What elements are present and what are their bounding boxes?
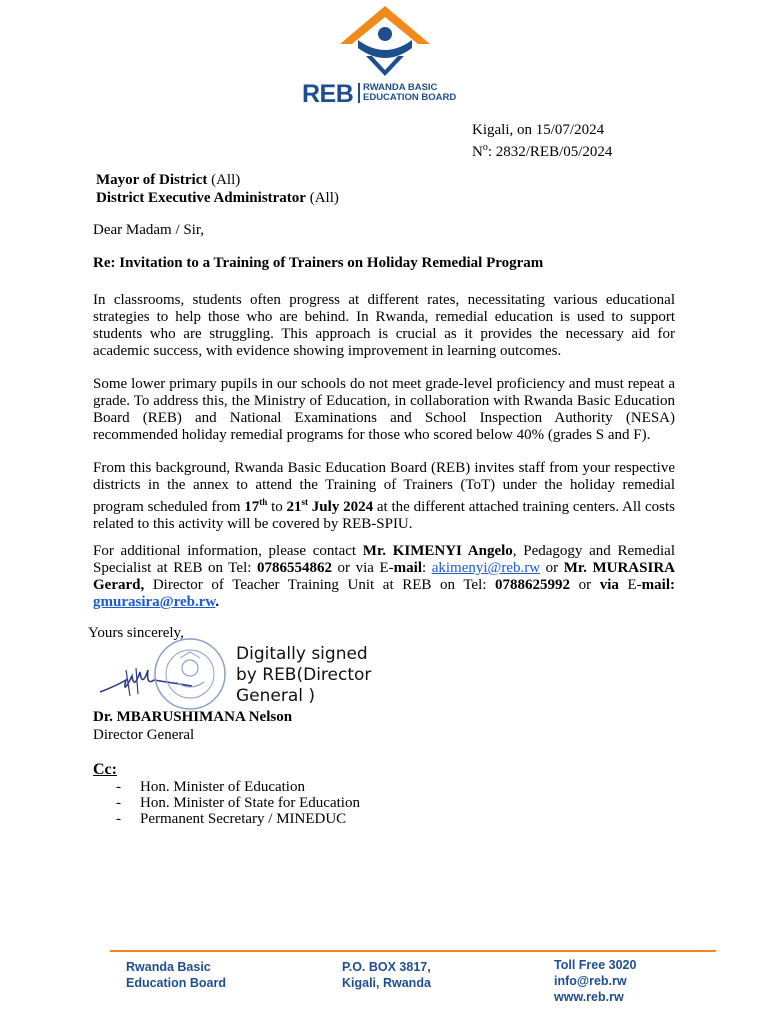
para4-text-d: or — [540, 560, 564, 576]
ref-sup: o — [482, 142, 488, 153]
cc-item: - Hon. Minister of Education — [116, 779, 360, 795]
paragraph-4 — [93, 543, 675, 611]
logo-name-line1: RWANDA BASIC — [363, 82, 438, 93]
digital-sig-line2: by REB(Director — [236, 665, 372, 685]
logo-name-line2: EDUCATION BOARD — [363, 92, 457, 103]
official-stamp-icon — [152, 636, 228, 712]
letter-date: Kigali, on 15/07/2024 — [472, 122, 605, 138]
signature-area — [96, 640, 396, 720]
reb-logo — [300, 4, 470, 108]
training-month: July 2024 — [308, 499, 374, 515]
para3-text-a: From this background, Rwanda Basic Education Board (REB) invites staff from your respective districts in the annex to attend the Training of Trainers (ToT) under the holiday remedial program scheduled from — [93, 460, 675, 515]
end-day: 21 — [286, 499, 302, 515]
date-reference-block — [472, 121, 612, 161]
para3-to: to — [267, 499, 287, 515]
footer-website[interactable]: www.reb.rw — [554, 990, 624, 1004]
reb-emblem-icon — [338, 4, 432, 80]
contact-2-name: Mr. MURASIRA Gerard, — [93, 560, 675, 593]
para4-text-b: , Pedagogy and Remedial Specialist at REB on Tel: — [93, 543, 675, 576]
recipient-2-title: District Executive Administrator — [96, 190, 306, 206]
ref-value: : 2832/REB/05/2024 — [487, 144, 613, 160]
para3-text-b: at the different attached training centers. All costs related to this activity will be covered by REB-SPIU. — [93, 499, 676, 532]
subject-line: Re: Invitation to a Training of Trainers on Holiday Remedial Program — [93, 255, 544, 271]
cc-list — [116, 779, 360, 827]
footer-organization — [126, 959, 226, 991]
logo-name — [363, 83, 456, 103]
mail-label-1: mail — [393, 560, 422, 576]
recipients — [96, 171, 339, 207]
footer-email[interactable]: info@reb.rw — [554, 974, 627, 988]
logo-divider — [358, 83, 360, 103]
footer-po-box: P.O. BOX 3817, — [342, 960, 431, 974]
recipient-1-scope: (All) — [207, 172, 241, 188]
paragraph-2: Some lower primary pupils in our schools do not meet grade-level proficiency and must repeat a grade. To address this, the Ministry of Education, in collaboration with Rwanda Basic Education Board (REB) and National Examinations and School Inspection Authority (NESA) recommended holiday remedial programs for those who scored below 40% (grades S and F). — [93, 376, 675, 443]
digital-sig-line1: Digitally signed — [236, 644, 368, 664]
para4-text-f: or — [570, 577, 600, 593]
closing: Yours sincerely, — [88, 625, 184, 641]
para4-text-a: For additional information, please contact — [93, 543, 363, 559]
mail-label-2: mail: — [641, 577, 675, 593]
footer-divider — [110, 950, 716, 952]
signer-name: Dr. MBARUSHIMANA Nelson — [93, 709, 293, 725]
footer-org-line2: Education Board — [126, 976, 227, 990]
contact-1-name: Mr. KIMENYI Angelo — [362, 543, 513, 559]
cc-item: - Hon. Minister of State for Education — [116, 795, 360, 811]
via-label: via — [599, 577, 619, 593]
recipient-1-title: Mayor of District — [96, 172, 208, 188]
contact-1-email-link[interactable]: akimenyi@reb.rw — [431, 560, 541, 576]
start-day: 17 — [244, 499, 260, 515]
cc-label: Cc: — [93, 761, 117, 778]
para4-text-e: Director of Teacher Training Unit at REB on Tel: — [144, 577, 496, 593]
recipient-2-scope: (All) — [305, 190, 339, 206]
para4-text-c: or via E- — [331, 560, 394, 576]
logo-abbreviation: REB — [302, 80, 354, 108]
digital-signature-note — [236, 644, 371, 707]
footer-city: Kigali, Rwanda — [342, 976, 431, 990]
footer-org-line1: Rwanda Basic — [126, 960, 211, 974]
letter-reference — [472, 139, 612, 161]
cc-item: - Permanent Secretary / MINEDUC — [116, 811, 360, 827]
signer-title: Director General — [93, 727, 195, 743]
footer-address — [342, 959, 431, 991]
footer-contacts — [554, 957, 636, 1005]
contact-1-phone: 0786554862 — [256, 560, 332, 576]
paragraph-3 — [93, 460, 675, 533]
paragraph-1: In classrooms, students often progress at different rates, necessitating various educational strategies to help those who are behind. In Rwanda, remedial education is used to support students who are struggling. This approach is crucial as it provides the necessary aid for academic success, with evidence showing improvement in learning outcomes. — [93, 292, 675, 359]
contact-2-phone: 0788625992 — [495, 577, 571, 593]
start-day-suffix: th — [259, 497, 268, 507]
salutation: Dear Madam / Sir, — [93, 222, 205, 238]
colon-1: : — [422, 560, 432, 576]
end-day-suffix: st — [301, 497, 309, 507]
digital-sig-line3: General ) — [236, 686, 316, 706]
contact-2-email-link[interactable]: gmurasira@reb.rw — [93, 594, 216, 610]
para4-end: . — [215, 594, 220, 610]
recipient-2 — [96, 189, 339, 207]
footer-toll-free: Toll Free 3020 — [554, 958, 637, 972]
recipient-1 — [96, 171, 339, 189]
ref-prefix: N — [472, 144, 483, 160]
para4-text-g: E- — [618, 577, 642, 593]
